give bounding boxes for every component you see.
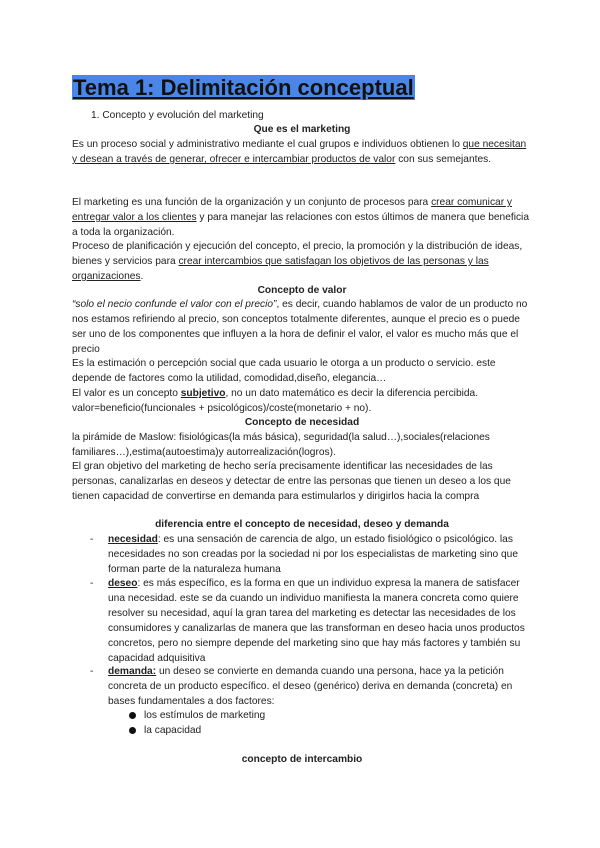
paragraph: El valor es un concepto subjetivo, no un dato matemático es decir la diferencia percibida. valor=beneficio(funcionales + psicológicos)/coste(monetario + no).: [72, 388, 479, 414]
heading-diferencia: diferencia entre el concepto de necesidad, deseo y demanda: [155, 519, 449, 530]
paragraph: Es un proceso social y administrativo mediante el cual grupos e individuos obtienen lo que necesitan y desean a través de generar, ofrecer e intercambiar productos de valor con sus semejantes.: [72, 139, 527, 165]
page-title: Tema 1: Delimitación conceptual: [73, 75, 414, 100]
bullet-icon: [129, 712, 136, 719]
heading-intercambio: concepto de intercambio: [241, 754, 363, 765]
list-dash: -: [90, 534, 94, 545]
list-dash: -: [90, 666, 94, 677]
list-item: los estímulos de marketing: [144, 710, 266, 721]
paragraph: la pirámide de Maslow: fisiológicas(la más básica), seguridad(la salud…),sociales(relaciones familiares…),estima(autoestima)y autorrealización(logros).: [72, 432, 490, 458]
heading-necesidad: Concepto de necesidad: [244, 417, 360, 428]
list-dash: -: [90, 578, 94, 589]
paragraph: “solo el necio confunde el valor con el precio”, es decir, cuando hablamos de valor de un producto no nos estamos refiriendo al precio, son conceptos totalmente diferentes, aunque el precio es o puede ser uno de los componentes que influyen a la hora de definir el valor, el valor es mucho más que el precio: [72, 299, 528, 355]
list-item-deseo: deseo: es más específico, es la forma en que un individuo expresa la manera de satisfacer una necesidad. este se da cuando un individuo manifiesta la manera concreta como quiere resolver su necesidad, aquí la gran tarea del marketing es detectar las necesidades de los consumidores y canalizarlas de manera que las transforman en deseo hacia unos productos concretos, pero no siempre depende del marketing sino que hay más factores y también su capacidad adquisitiva: [108, 578, 525, 664]
paragraph: El marketing es una función de la organización y un conjunto de procesos para crear comunicar y entregar valor a los clientes y para manejar las relaciones con estos últimos de manera que beneficia a toda la organización.: [72, 197, 529, 238]
list-item-necesidad: necesidad: es una sensación de carencia de algo, un estado fisiológico o psicológico. las necesidades no son creadas por la sociedad ni por los especialistas de marketing sino que forman parte de la naturaleza humana: [108, 534, 519, 575]
paragraph: El gran objetivo del marketing de hecho sería precisamente identificar las necesidades de las personas, canalizarlas en deseos y detectar de entre las personas que tienen un deseo a los que tienen capacidad de convertirse en demanda para estimularlos y dirigirlos hacia la compra: [72, 461, 511, 502]
paragraph: Proceso de planificación y ejecución del concepto, el precio, la promoción y la distribución de ideas, bienes y servicios para crear intercambios que satisfagan los objetivos de las personas y las organizaciones.: [72, 241, 523, 282]
list-item-demanda: demanda: un deseo se convierte en demanda cuando una persona, hace ya la petición concreta de un producto específico. el deseo (genérico) deriva en demanda (concreta) en bases fundamentales a dos factores:: [108, 666, 513, 707]
bullet-icon: [129, 727, 136, 734]
heading-valor: Concepto de valor: [257, 285, 347, 296]
list-item: la capacidad: [144, 725, 202, 736]
list-item: 1. Concepto y evolución del marketing: [91, 110, 264, 121]
heading-que-es: Que es el marketing: [253, 124, 351, 135]
paragraph: Es la estimación o percepción social que cada usuario le otorga a un producto o servicio. este depende de factores como la utilidad, comodidad,diseño, elegancia…: [72, 358, 496, 384]
